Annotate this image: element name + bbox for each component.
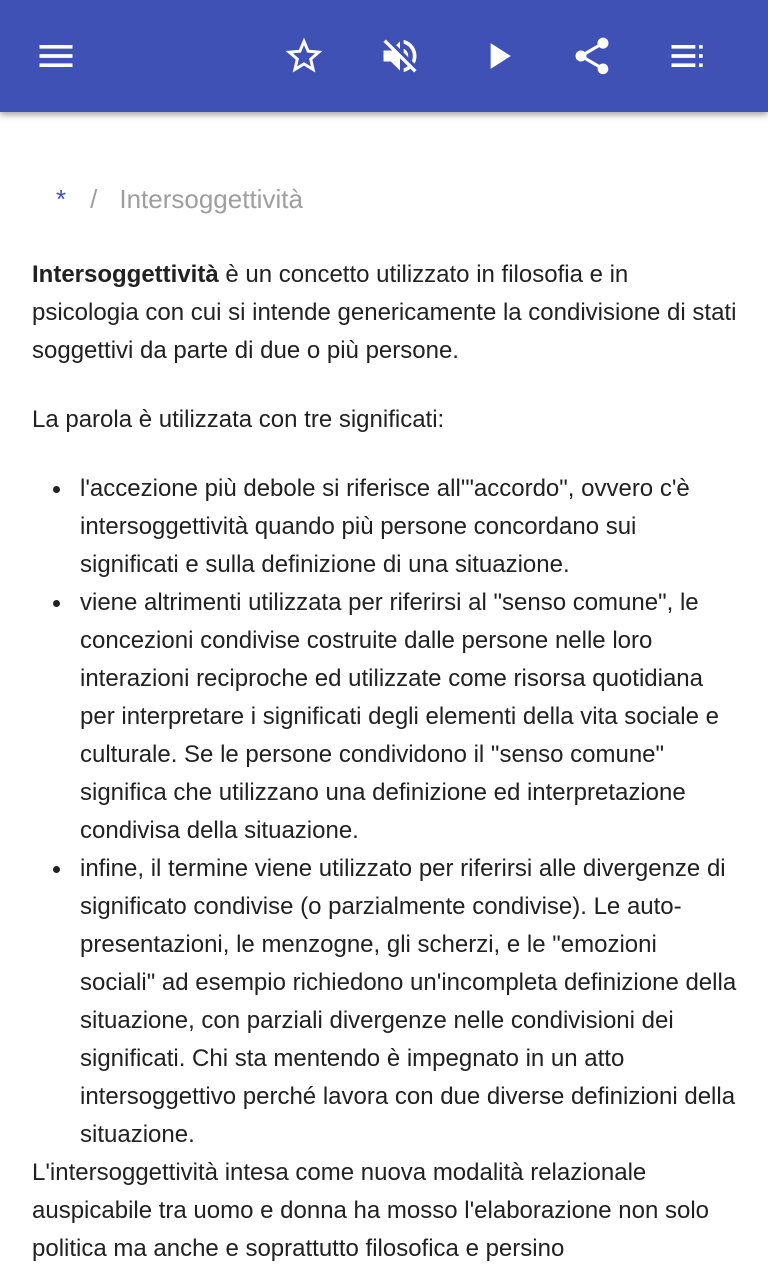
intro-text: è un concetto utilizzato in filosofia e in psicologia con cui si intende genericamente la condivisione di stati soggettivi da parte di due o più persone. [32,261,737,364]
star-outline-icon [282,34,326,78]
volume-off-icon [378,34,422,78]
meanings-intro: La parola è utilizzata con tre significati: [32,406,445,433]
article-content [0,112,768,1280]
list-item: infine, il termine viene utilizzato per riferirsi alle divergenze di significato condivise (o parzialmente condivise). Le auto-presentazioni, le menzogne, gli scherzi, e le "emozioni sociali" ad esempio richiedono un'incompleta definizione della situazione, con parziali divergenze nelle condivisioni dei significati. Chi sta mentendo è impegnato in un atto intersoggettivo perché lavora con due diverse definizioni della situazione. [80,850,738,1154]
meanings-list [32,470,738,1154]
favorite-button[interactable] [276,28,332,84]
playlist-icon [666,34,710,78]
hamburger-menu-icon [34,34,78,78]
list-item: viene altrimenti utilizzata per riferirsi al "senso comune", le concezioni condivise costruite dalle persone nelle loro interazioni reciproche ed utilizzate come risorsa quotidiana per interpretare i significati degli elementi della vita sociale e culturale. Se le persone condividono il "senso comune" significa che utilizzano una definizione ed interpretazione condivisa della situazione. [80,584,738,850]
breadcrumb-root-link[interactable]: * [56,184,67,214]
play-button[interactable] [470,28,526,84]
breadcrumb [56,182,303,216]
list-item: l'accezione più debole si riferisce all'"accordo", ovvero c'è intersoggettività quando più persone concordano sui significati e sulla definizione di una situazione. [80,470,738,584]
share-button[interactable] [564,28,620,84]
mute-button[interactable] [372,28,428,84]
intro-term: Intersoggettività [32,261,219,288]
breadcrumb-separator: / [90,184,98,214]
app-toolbar [0,0,768,112]
article-body [32,256,738,1268]
breadcrumb-current: Intersoggettività [119,184,303,214]
intro-paragraph [32,256,738,370]
list-button[interactable] [660,28,716,84]
menu-button[interactable] [28,28,84,84]
closing-paragraph: L'intersoggettività intesa come nuova modalità relazionale auspicabile tra uomo e donna ha mosso l'elaborazione non solo politica ma anche e soprattutto filosofica e persino [32,1159,710,1262]
share-icon [570,34,614,78]
play-icon [476,34,520,78]
